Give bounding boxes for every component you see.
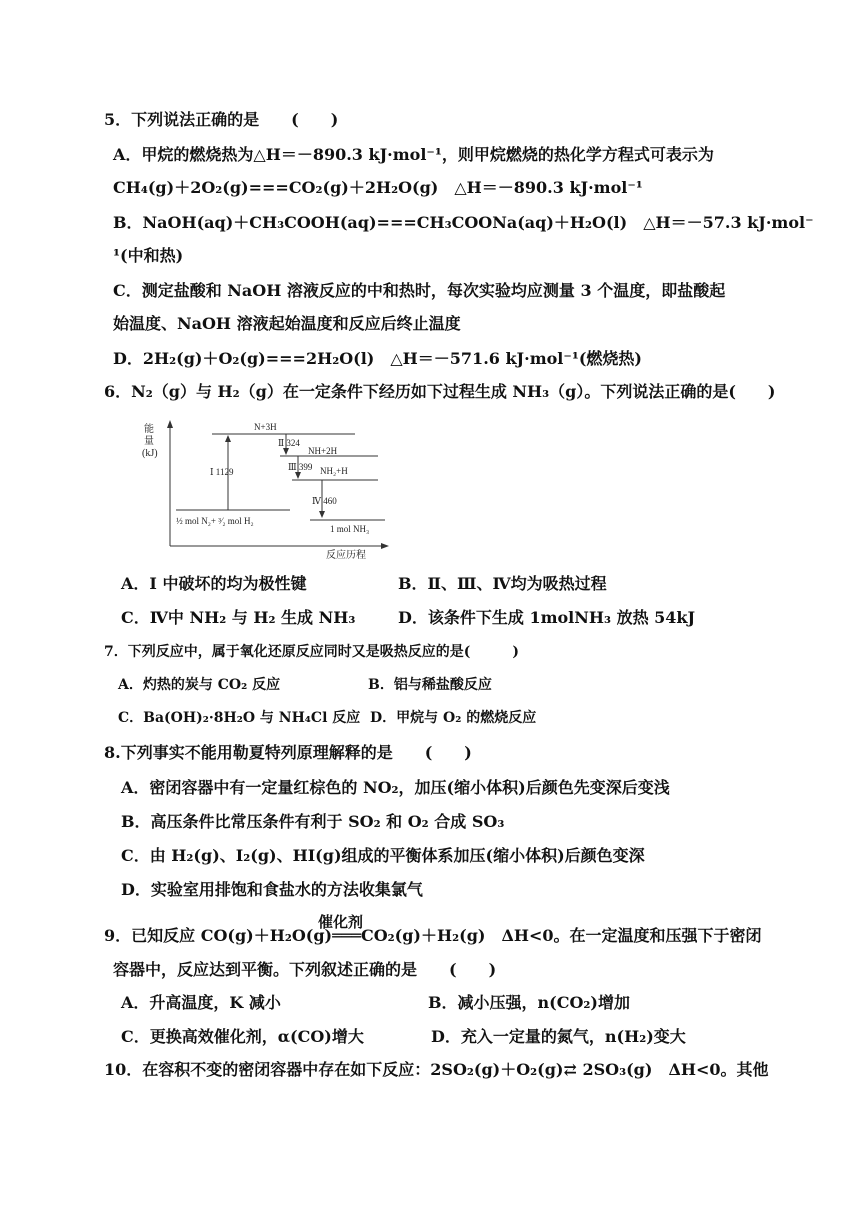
y-axis-arrow (167, 420, 173, 428)
q7-stem: 7．下列反应中，属于氧化还原反应同时又是吸热反应的是( ) (104, 644, 519, 660)
q8-option-c: C．由 H₂(g)、I₂(g)、HI(g)组成的平衡体系加压(缩小体积)后颜色变深 (121, 846, 645, 865)
label-n3h: N+3H (254, 422, 277, 432)
q5-stem: 5．下列说法正确的是 ( ) (104, 110, 339, 129)
x-axis-arrow (381, 543, 389, 549)
q5-option-c-line1: C．测定盐酸和 NaOH 溶液反应的中和热时，每次实验均应测量 3 个温度，即盐酸起 (113, 281, 726, 300)
q8-stem: 8.下列事实不能用勒夏特列原理解释的是 ( ) (104, 743, 472, 762)
label-start: ½ mol N₂+ ³⁄₂ mol H₂ (176, 516, 254, 526)
q5-option-a-line2: CH₄(g)＋2O₂(g)===CO₂(g)＋2H₂O(g) △H＝－890.3 kJ·mol⁻¹ (113, 178, 643, 197)
q9-option-c: C．更换高效催化剂，α(CO)增大 (121, 1027, 364, 1046)
q9-option-d: D．充入一定量的氮气，n(H₂)变大 (431, 1027, 686, 1046)
energy-diagram (140, 418, 400, 562)
q8-option-b: B．高压条件比常压条件有利于 SO₂ 和 O₂ 合成 SO₃ (121, 812, 505, 831)
arrow-step1-head (225, 435, 231, 442)
q9-stem-line1: 9．已知反应 CO(g)＋H₂O(g)═══CO₂(g)＋H₂(g) ΔH<0。在一定温度和压强下于密闭 (104, 926, 762, 945)
q10-stem: 10．在容积不变的密闭容器中存在如下反应：2SO₂(g)＋O₂(g)⇄ 2SO₃(g) ΔH<0。其他 (104, 1060, 769, 1079)
y-unit: (kJ) (142, 448, 158, 459)
q5-option-b-line2: ¹(中和热) (113, 246, 184, 265)
y-label-2: 量 (144, 436, 154, 447)
arrow-step4-head (319, 511, 325, 518)
q5-option-d: D．2H₂(g)＋O₂(g)===2H₂O(l) △H＝－571.6 kJ·mol⁻¹(燃烧热) (113, 349, 642, 368)
q9-option-a: A．升高温度，K 减小 (121, 993, 281, 1012)
x-label: 反应历程 (326, 550, 366, 561)
q7-option-a: A．灼热的炭与 CO₂ 反应 (118, 677, 281, 693)
arrow-step3-head (295, 472, 301, 479)
q9-catalyst-label: 催化剂 (318, 913, 364, 931)
y-label-1: 能 (144, 424, 154, 435)
label-step3: Ⅲ 399 (288, 462, 313, 472)
q9-stem-line2: 容器中，反应达到平衡。下列叙述正确的是 ( ) (113, 960, 497, 979)
label-step1: Ⅰ 1129 (210, 467, 234, 477)
q6-stem: 6．N₂（g）与 H₂（g）在一定条件下经历如下过程生成 NH₃（g）。下列说法正确的是( ) (104, 382, 776, 401)
q5-option-a-line1: A．甲烷的燃烧热为△H＝－890.3 kJ·mol⁻¹，则甲烷燃烧的热化学方程式可表示为 (113, 145, 714, 164)
q6-option-a: A．I 中破坏的均为极性键 (121, 574, 307, 593)
q7-option-d: D．甲烷与 O₂ 的燃烧反应 (370, 710, 537, 726)
q8-option-a: A．密闭容器中有一定量红棕色的 NO₂，加压(缩小体积)后颜色先变深后变浅 (121, 778, 670, 797)
q5-option-b-line1: B．NaOH(aq)＋CH₃COOH(aq)===CH₃COONa(aq)＋H₂O(l) △H＝－57.3 kJ·mol⁻ (113, 213, 814, 232)
q5-option-c-line2: 始温度、NaOH 溶液起始温度和反应后终止温度 (113, 314, 461, 333)
label-step2: Ⅱ 324 (278, 438, 300, 448)
q6-option-d: D．该条件下生成 1molNH₃ 放热 54kJ (398, 608, 696, 627)
q6-option-b: B．Ⅱ、Ⅲ、Ⅳ均为吸热过程 (398, 574, 607, 593)
q8-option-d: D．实验室用排饱和食盐水的方法收集氯气 (121, 880, 423, 899)
arrow-step2-head (283, 448, 289, 455)
q6-option-c: C．Ⅳ中 NH₂ 与 H₂ 生成 NH₃ (121, 608, 356, 627)
label-nh3: 1 mol NH₃ (330, 524, 370, 534)
label-step4: Ⅳ 460 (312, 496, 337, 506)
q9-option-b: B．减小压强，n(CO₂)增加 (428, 993, 630, 1012)
q7-option-b: B．铝与稀盐酸反应 (368, 677, 492, 693)
q7-option-c: C．Ba(OH)₂·8H₂O 与 NH₄Cl 反应 (118, 710, 361, 726)
label-nh2h: NH+2H (308, 446, 338, 456)
label-nh2-h: NH₂+H (320, 466, 348, 476)
